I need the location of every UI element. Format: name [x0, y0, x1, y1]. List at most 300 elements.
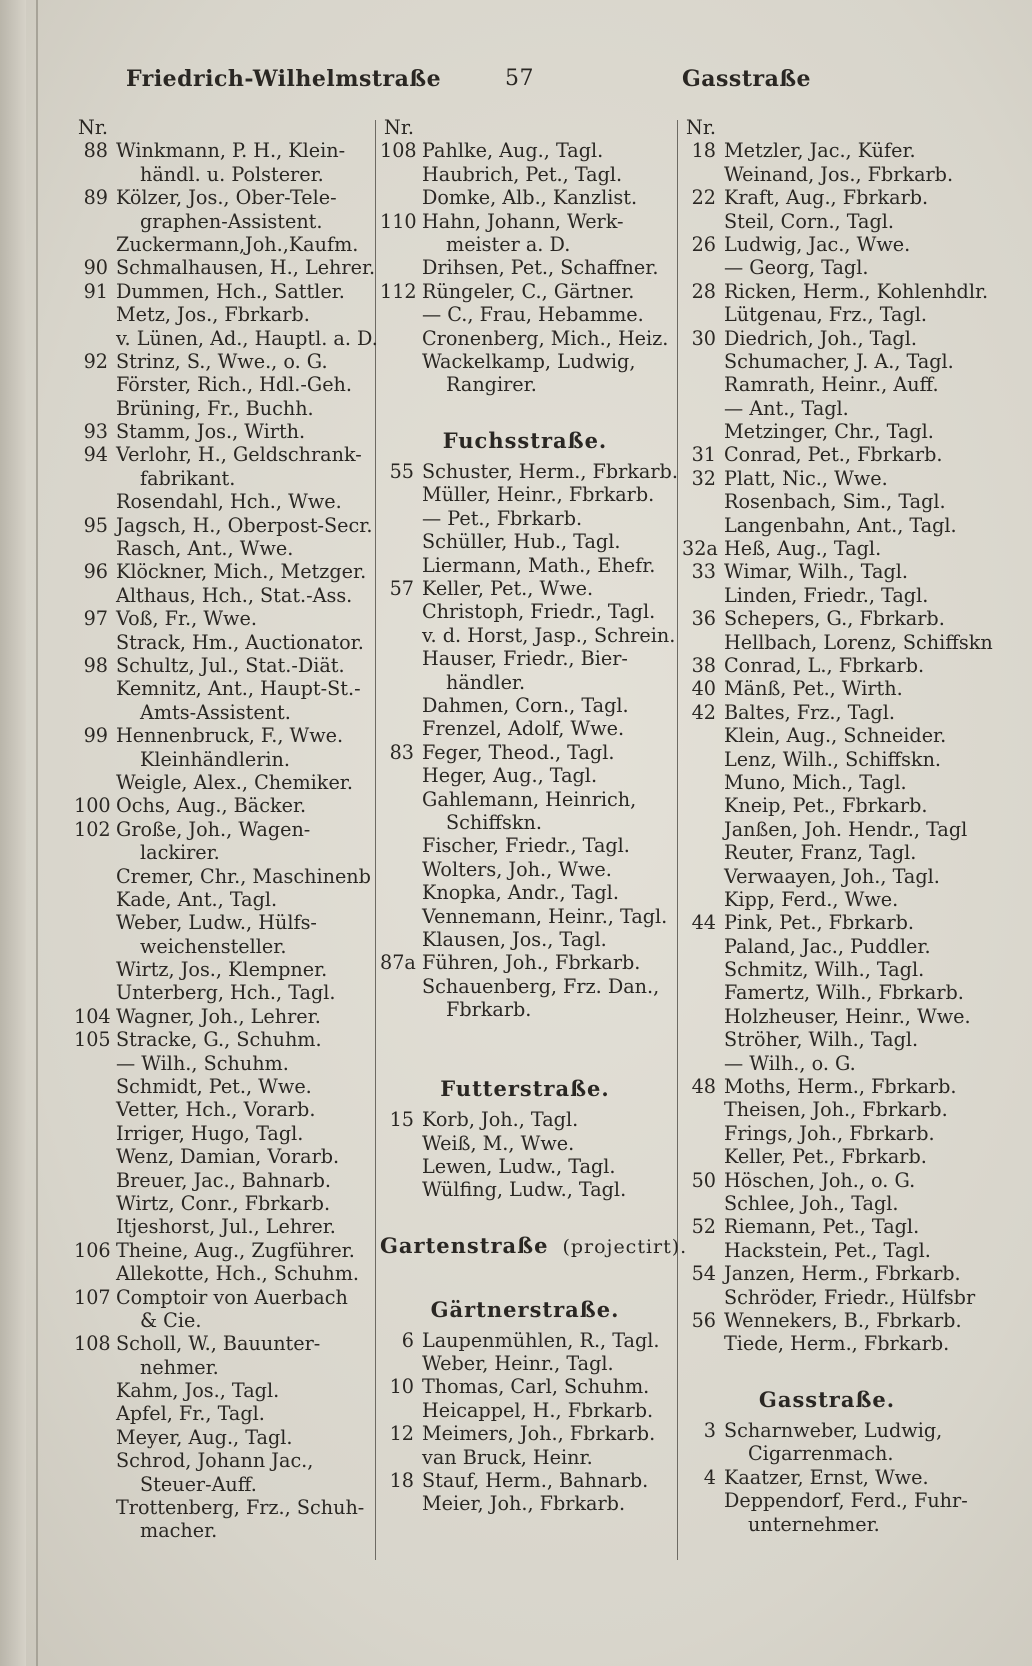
house-number: 91: [83, 279, 108, 303]
resident-text: Kölzer, Jos., Ober-Tele-: [116, 186, 337, 210]
resident-text: Wülfing, Ludw., Tagl.: [422, 1178, 627, 1202]
directory-entry: [682, 748, 972, 771]
directory-entry: [682, 724, 972, 747]
directory-entry: [74, 771, 376, 794]
house-number: 107: [74, 1285, 111, 1309]
directory-entry: [74, 490, 376, 513]
resident-text: Thomas, Carl, Schuhm.: [422, 1375, 650, 1399]
resident-text: Kahm, Jos., Tagl.: [116, 1379, 280, 1403]
resident-text: Lenz, Wilh., Schiffskn.: [724, 747, 942, 771]
directory-entry: [74, 560, 376, 583]
directory-entry: [380, 530, 670, 553]
directory-entry: [74, 420, 376, 443]
resident-text: Schumacher, J. A., Tagl.: [724, 349, 954, 373]
resident-text: Rüngeler, C., Gärtner.: [422, 279, 635, 303]
entry-continuation: händler.: [446, 670, 526, 694]
directory-entry: [74, 1426, 376, 1449]
resident-text: Theine, Aug., Zugführer.: [116, 1238, 355, 1262]
directory-entry: [380, 1492, 670, 1515]
resident-text: Schuster, Herm., Fbrkarb.: [422, 460, 678, 484]
resident-text: Keller, Pet., Fbrkarb.: [724, 1145, 927, 1169]
directory-entry: [682, 256, 972, 279]
resident-text: Scholl, W., Bauunter-: [116, 1332, 321, 1356]
directory-entry: [74, 1052, 376, 1075]
house-number: 12: [389, 1422, 414, 1446]
entry-continuation: Steuer-Auff.: [140, 1472, 257, 1496]
directory-entry: [380, 256, 670, 279]
resident-text: Apfel, Fr., Tagl.: [116, 1402, 265, 1426]
house-number: 100: [74, 794, 111, 818]
resident-text: Ramrath, Heinr., Auff.: [724, 373, 939, 397]
resident-text: Schauenberg, Frz. Dan.,: [422, 974, 660, 998]
house-number: 83: [389, 740, 414, 764]
directory-entry: [380, 1132, 670, 1155]
directory-entry: [74, 607, 376, 630]
street-heading: Futterstraße.: [440, 1076, 610, 1102]
entry-continuation: meister a. D.: [446, 232, 571, 256]
resident-text: Deppendorf, Ferd., Fuhr-: [724, 1489, 968, 1513]
directory-entry: [682, 1466, 972, 1489]
directory-entry: [380, 600, 670, 623]
house-number: 96: [83, 560, 108, 584]
resident-text: Linden, Friedr., Tagl.: [724, 583, 929, 607]
directory-entry: [380, 1469, 670, 1492]
directory-entry: [380, 186, 670, 209]
house-number: 50: [691, 1168, 716, 1192]
directory-entry: [682, 630, 993, 654]
house-number: 33: [691, 560, 716, 584]
house-number: 89: [83, 186, 108, 210]
directory-entry: [74, 327, 376, 350]
resident-text: Breuer, Jac., Bahnarb.: [116, 1168, 332, 1192]
resident-text: Cremer, Chr., Maschinenb: [116, 864, 371, 888]
directory-entry: [74, 631, 376, 654]
directory-entry: [74, 280, 376, 303]
directory-entry: [682, 186, 972, 209]
directory-entry: [74, 186, 376, 209]
resident-text: Schüller, Hub., Tagl.: [422, 530, 621, 554]
directory-entry: [682, 1098, 972, 1121]
resident-text: Ochs, Aug., Bäcker.: [116, 794, 307, 818]
directory-entry: [682, 233, 972, 256]
resident-text: Wennekers, B., Fbrkarb.: [724, 1308, 962, 1332]
directory-entry: [74, 981, 376, 1004]
directory-entry: [380, 717, 670, 740]
directory-entry: [74, 1192, 376, 1215]
resident-text: Cronenberg, Mich., Heiz.: [422, 326, 669, 350]
directory-entry: [74, 1239, 376, 1262]
directory-entry: [74, 958, 376, 981]
resident-text: Hahn, Johann, Werk-: [422, 209, 624, 233]
resident-text: Wackelkamp, Ludwig,: [422, 349, 636, 373]
resident-text: Kraft, Aug., Fbrkarb.: [724, 186, 929, 210]
house-number: 110: [380, 209, 417, 233]
resident-text: Pink, Pet., Fbrkarb.: [724, 911, 915, 935]
house-number: 4: [703, 1465, 716, 1489]
resident-text: Dahmen, Corn., Tagl.: [422, 693, 629, 717]
directory-entry: [682, 1005, 972, 1028]
directory-entry: [682, 420, 972, 443]
header-left-street: Friedrich-Wilhelmstraße: [126, 66, 442, 92]
resident-text: Kipp, Ferd., Wwe.: [724, 887, 899, 911]
directory-entry: [380, 647, 670, 670]
house-number: 48: [691, 1075, 716, 1099]
house-number: 28: [691, 279, 716, 303]
directory-entry: [74, 888, 376, 911]
directory-entry: [682, 490, 972, 513]
resident-text: Knopka, Andr., Tagl.: [422, 881, 619, 905]
directory-entry: [682, 350, 972, 373]
resident-text: Unterberg, Hch., Tagl.: [116, 981, 336, 1005]
resident-text: Kaatzer, Ernst, Wwe.: [724, 1465, 929, 1489]
resident-text: Irriger, Hugo, Tagl.: [116, 1121, 304, 1145]
resident-text: Förster, Rich., Hdl.-Geh.: [116, 373, 353, 397]
resident-text: Conrad, L., Fbrkarb.: [724, 653, 925, 677]
entry-continuation: macher.: [140, 1519, 218, 1543]
binding-gutter: [0, 0, 26, 1666]
directory-entry: [682, 467, 972, 490]
resident-text: — Wilh., o. G.: [724, 1051, 856, 1075]
resident-text: Fischer, Friedr., Tagl.: [422, 834, 630, 858]
street-name: Gartenstraße: [380, 1233, 549, 1259]
spacer: [380, 397, 670, 420]
street-note: (projectirt).: [562, 1236, 688, 1259]
entry-continuation: Kleinhändlerin.: [140, 747, 291, 771]
resident-text: — Georg, Tagl.: [724, 256, 869, 280]
directory-entry: [380, 881, 670, 904]
directory-entry: [682, 584, 972, 607]
directory-entry: [682, 958, 972, 981]
resident-text: Hackstein, Pet., Tagl.: [724, 1238, 931, 1262]
directory-entry: [380, 303, 670, 326]
resident-text: Lewen, Ludw., Tagl.: [422, 1155, 616, 1179]
entry-continuation: Amts-Assistent.: [140, 700, 291, 724]
directory-entry: [74, 116, 376, 139]
resident-text: Klausen, Jos., Tagl.: [422, 927, 607, 951]
directory-entry: [380, 280, 670, 303]
resident-text: Voß, Fr., Wwe.: [116, 607, 257, 631]
directory-entry: [682, 701, 972, 724]
resident-text: Höschen, Joh., o. G.: [724, 1168, 916, 1192]
entry-continuation: nehmer.: [140, 1355, 219, 1379]
directory-entry: [380, 1155, 670, 1178]
resident-text: Conrad, Pet., Fbrkarb.: [724, 443, 943, 467]
resident-text: — Ant., Tagl.: [724, 396, 849, 420]
house-number: 15: [389, 1108, 414, 1132]
directory-entry: [380, 1422, 670, 1445]
house-number: 106: [74, 1238, 111, 1262]
house-number: 98: [83, 653, 108, 677]
directory-entry: [74, 303, 376, 326]
directory-entry: [380, 834, 670, 857]
directory-entry: [380, 1329, 670, 1352]
directory-entry: [682, 1419, 972, 1442]
house-number: Nr.: [384, 116, 414, 139]
resident-text: Weigle, Alex., Chemiker.: [116, 770, 353, 794]
house-number: 38: [691, 653, 716, 677]
house-number: 55: [389, 460, 414, 484]
resident-text: Meyer, Aug., Tagl.: [116, 1425, 293, 1449]
directory-entry: [74, 1402, 376, 1425]
resident-text: Domke, Alb., Kanzlist.: [422, 186, 638, 210]
resident-text: Haubrich, Pet., Tagl.: [422, 162, 623, 186]
resident-text: Strack, Hm., Auctionator.: [116, 630, 364, 654]
house-number: 54: [691, 1262, 716, 1286]
spacer: [380, 1265, 670, 1288]
resident-text: Wimar, Wilh., Tagl.: [724, 560, 908, 584]
resident-text: Moths, Herm., Fbrkarb.: [724, 1075, 957, 1099]
resident-text: v. Lünen, Ad., Hauptl. a. D.: [116, 326, 378, 350]
resident-text: Schröder, Friedr., Hülfsbr: [724, 1285, 976, 1309]
directory-entry: [682, 1489, 972, 1512]
resident-text: Frenzel, Adolf, Wwe.: [422, 717, 625, 741]
resident-text: Weinand, Jos., Fbrkarb.: [724, 162, 954, 186]
resident-text: Korb, Joh., Tagl.: [422, 1108, 579, 1132]
resident-text: Platt, Nic., Wwe.: [724, 466, 888, 490]
directory-entry: [682, 607, 972, 630]
directory-entry: [74, 537, 376, 560]
house-number: Nr.: [686, 116, 716, 139]
directory-entry: [682, 560, 972, 583]
directory-entry: [74, 794, 376, 817]
house-number: 92: [83, 349, 108, 373]
directory-entry: [380, 1178, 670, 1201]
resident-text: Reuter, Franz, Tagl.: [724, 841, 917, 865]
resident-text: Verlohr, H., Geldschrank-: [116, 443, 362, 467]
resident-text: Strinz, S., Wwe., o. G.: [116, 349, 328, 373]
house-number: 87a: [380, 951, 416, 975]
directory-entry: [682, 373, 972, 396]
column-divider-2: [677, 120, 678, 1560]
resident-text: Hauser, Friedr., Bier-: [422, 647, 628, 671]
resident-text: Metzler, Jac., Küfer.: [724, 139, 916, 163]
resident-text: Zuckermann,Joh.,Kaufm.: [116, 232, 359, 256]
directory-entry: [682, 1052, 972, 1075]
resident-text: Schepers, G., Fbrkarb.: [724, 607, 945, 631]
resident-text: Ludwig, Jac., Wwe.: [724, 232, 911, 256]
resident-text: Wagner, Joh., Lehrer.: [116, 1004, 321, 1028]
directory-entry: [74, 818, 376, 841]
house-number: 44: [691, 911, 716, 935]
resident-text: Wirtz, Conr., Fbrkarb.: [116, 1191, 331, 1215]
directory-entry: [682, 1192, 972, 1215]
directory-entry: [74, 911, 376, 934]
resident-text: Kade, Ant., Tagl.: [116, 887, 278, 911]
resident-text: Allekotte, Hch., Schuhm.: [116, 1262, 360, 1286]
resident-text: Baltes, Frz., Tagl.: [724, 700, 895, 724]
resident-text: Christoph, Friedr., Tagl.: [422, 600, 656, 624]
house-number: 22: [691, 186, 716, 210]
resident-text: Führen, Joh., Fbrkarb.: [422, 951, 641, 975]
resident-text: Weiß, M., Wwe.: [422, 1131, 575, 1155]
directory-entry: [74, 1028, 376, 1051]
directory-entry: [682, 1239, 972, 1262]
house-number: 30: [691, 326, 716, 350]
house-number: 102: [74, 817, 111, 841]
directory-entry: [74, 1332, 376, 1355]
house-number: 105: [74, 1028, 111, 1052]
entry-continuation: Fbrkarb.: [446, 998, 532, 1022]
house-number: 36: [691, 607, 716, 631]
directory-entry: [380, 1375, 670, 1398]
resident-text: Schmitz, Wilh., Tagl.: [724, 958, 925, 982]
resident-text: Große, Joh., Wagen-: [116, 817, 311, 841]
resident-text: van Bruck, Heinr.: [422, 1445, 593, 1469]
directory-entry: [682, 677, 972, 700]
directory-entry: [682, 818, 972, 841]
resident-text: Schrod, Johann Jac.,: [116, 1449, 314, 1473]
resident-text: — Pet., Fbrkarb.: [422, 506, 583, 530]
directory-entry: [74, 1496, 376, 1519]
resident-text: Steil, Corn., Tagl.: [724, 209, 895, 233]
page-header: [0, 66, 1032, 102]
resident-text: Riemann, Pet., Tagl.: [724, 1215, 920, 1239]
directory-entry: [380, 694, 670, 717]
house-number: 108: [74, 1332, 111, 1356]
street-heading: [380, 1231, 688, 1261]
spacer: [682, 1356, 972, 1379]
resident-text: Mänß, Pet., Wirth.: [724, 677, 903, 701]
house-number: 99: [83, 724, 108, 748]
resident-text: Klein, Aug., Schneider.: [724, 724, 947, 748]
directory-entry: [74, 1075, 376, 1098]
directory-entry: [682, 397, 972, 420]
resident-text: Kemnitz, Ant., Haupt-St.-: [116, 677, 361, 701]
directory-entry: [682, 865, 972, 888]
directory-entry: [380, 116, 670, 139]
directory-entry: [682, 794, 972, 817]
resident-text: Ströher, Wilh., Tagl.: [724, 1028, 919, 1052]
resident-text: Frings, Joh., Fbrkarb.: [724, 1121, 935, 1145]
resident-text: Trottenberg, Frz., Schuh-: [116, 1496, 365, 1520]
street-heading: Gärtnerstraße.: [430, 1296, 620, 1322]
directory-entry: [380, 554, 670, 577]
resident-text: v. d. Horst, Jasp., Schrein.: [422, 623, 676, 647]
resident-text: Weber, Ludw., Hülfs-: [116, 911, 317, 935]
house-number: 52: [691, 1215, 716, 1239]
resident-text: Tiede, Herm., Fbrkarb.: [724, 1332, 950, 1356]
resident-text: Itjeshorst, Jul., Lehrer.: [116, 1215, 336, 1239]
entry-continuation: graphen-Assistent.: [140, 209, 323, 233]
directory-entry: [74, 724, 376, 747]
house-number: 56: [691, 1308, 716, 1332]
resident-text: Feger, Theod., Tagl.: [422, 740, 615, 764]
directory-entry: [682, 1122, 972, 1145]
directory-entry: [74, 373, 376, 396]
directory-entry: [682, 210, 972, 233]
resident-text: Janzen, Herm., Fbrkarb.: [724, 1262, 961, 1286]
directory-entry: [380, 1446, 670, 1469]
resident-text: Ricken, Herm., Kohlenhdlr.: [724, 279, 989, 303]
resident-text: Brüning, Fr., Buchh.: [116, 396, 314, 420]
directory-entry: [380, 928, 670, 951]
house-number: 32: [691, 466, 716, 490]
resident-text: — C., Frau, Hebamme.: [422, 303, 644, 327]
entry-continuation: fabrikant.: [140, 466, 236, 490]
resident-text: Rosendahl, Hch., Wwe.: [116, 490, 342, 514]
house-number: 6: [401, 1328, 414, 1352]
resident-text: — Wilh., Schuhm.: [116, 1051, 289, 1075]
resident-text: Diedrich, Joh., Tagl.: [724, 326, 917, 350]
directory-entry: [74, 1122, 376, 1145]
directory-entry: [74, 397, 376, 420]
directory-entry: [682, 1332, 972, 1355]
resident-text: Drihsen, Pet., Schaffner.: [422, 256, 659, 280]
directory-entry: [682, 935, 972, 958]
house-number: 97: [83, 607, 108, 631]
directory-entry: [682, 841, 972, 864]
directory-entry: [682, 654, 972, 677]
resident-text: Müller, Heinr., Fbrkarb.: [422, 483, 655, 507]
resident-text: Schmidt, Pet., Wwe.: [116, 1075, 312, 1099]
directory-entry: [380, 623, 676, 647]
directory-entry: [682, 443, 972, 466]
directory-entry: [682, 1262, 972, 1285]
directory-entry: [380, 1352, 670, 1375]
column-1: [74, 116, 376, 1543]
resident-text: Wirtz, Jos., Klempner.: [116, 958, 328, 982]
resident-text: Klöckner, Mich., Metzger.: [116, 560, 367, 584]
gutter-line: [36, 0, 38, 1666]
directory-entry: [682, 1309, 972, 1332]
resident-text: Famertz, Wilh., Fbrkarb.: [724, 981, 964, 1005]
directory-entry: [74, 233, 376, 256]
house-number: 3: [703, 1419, 716, 1443]
directory-entry: [380, 905, 670, 928]
resident-text: Gahlemann, Heinrich,: [422, 787, 637, 811]
resident-text: Langenbahn, Ant., Tagl.: [724, 513, 957, 537]
directory-entry: [74, 139, 376, 162]
directory-entry: [380, 975, 670, 998]
directory-entry: [74, 1215, 376, 1238]
resident-text: Janßen, Joh. Hendr., Tagl: [724, 817, 968, 841]
resident-text: Heger, Aug., Tagl.: [422, 764, 598, 788]
resident-text: Jagsch, H., Oberpost-Secr.: [116, 513, 373, 537]
entry-continuation: weichensteller.: [140, 934, 287, 958]
page-number: 57: [505, 66, 534, 91]
entry-continuation: lackirer.: [140, 841, 220, 865]
house-number: 108: [380, 139, 417, 163]
directory-entry: [682, 139, 972, 162]
resident-text: Rasch, Ant., Wwe.: [116, 537, 294, 561]
directory-entry: [380, 741, 670, 764]
directory-entry: [380, 764, 670, 787]
house-number: 90: [83, 256, 108, 280]
house-number: 42: [691, 700, 716, 724]
resident-text: Meier, Joh., Fbrkarb.: [422, 1492, 626, 1516]
directory-entry: [74, 584, 376, 607]
directory-entry: [682, 1145, 972, 1168]
directory-entry: [74, 1098, 376, 1121]
house-number: 57: [389, 577, 414, 601]
directory-entry: [682, 771, 972, 794]
directory-entry: [74, 865, 376, 888]
resident-text: Rosenbach, Sim., Tagl.: [724, 490, 946, 514]
house-number: 88: [83, 139, 108, 163]
resident-text: Lütgenau, Frz., Tagl.: [724, 303, 927, 327]
directory-entry: [380, 577, 670, 600]
resident-text: Comptoir von Auerbach: [116, 1285, 348, 1309]
resident-text: Muno, Mich., Tagl.: [724, 770, 907, 794]
resident-text: Vennemann, Heinr., Tagl.: [422, 904, 668, 928]
column-3: [682, 116, 993, 1536]
directory-entry: [380, 858, 670, 881]
house-number: Nr.: [78, 116, 108, 139]
resident-text: Scharnweber, Ludwig,: [724, 1419, 943, 1443]
entry-continuation: Rangirer.: [446, 373, 537, 397]
header-right-street: Gasstraße: [682, 66, 812, 92]
spacer: [380, 1202, 670, 1225]
